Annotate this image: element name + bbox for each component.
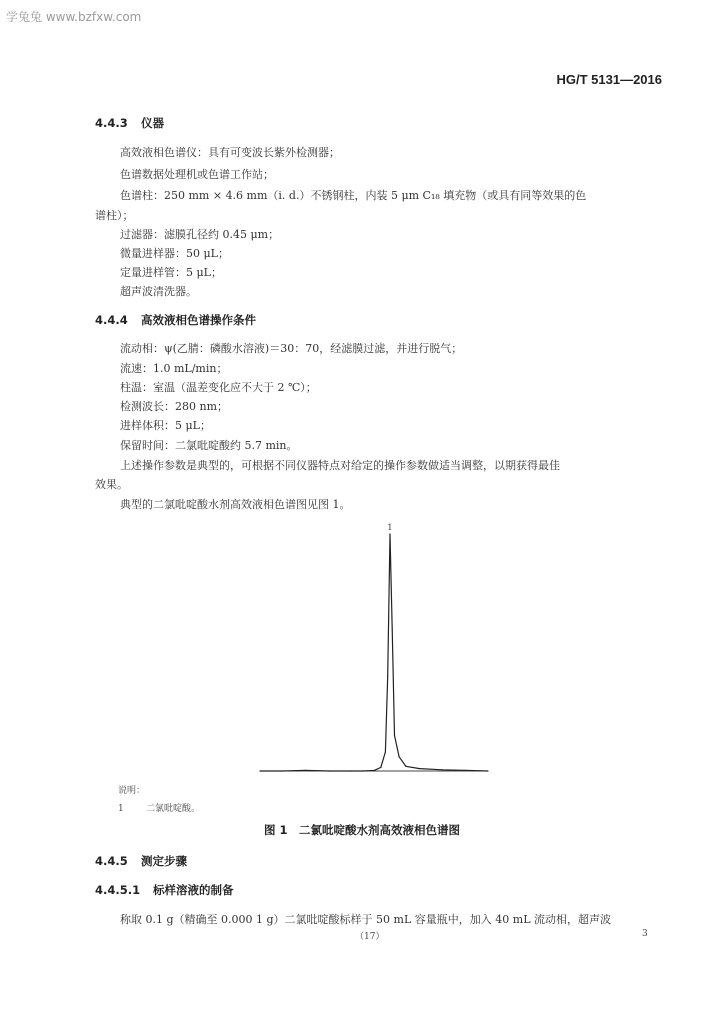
- chart-data-point: [465, 770, 466, 771]
- chart-data-point: [282, 770, 283, 771]
- chart-data-point: [389, 533, 390, 534]
- page-number: 3: [642, 929, 648, 939]
- paragraph-line: 效果。: [95, 478, 128, 491]
- chart-data-point: [373, 770, 374, 771]
- paragraph-line: 上述操作参数是典型的，可根据不同仪器特点对给定的操作参数做适当调整，以期获得最佳: [120, 459, 560, 472]
- paragraph-line: 称取 0.1 g（精确至 0.000 1 g）二氯吡啶酸标样于 50 mL 容量瓶中，加入 40 mL 流动相，超声波: [120, 913, 611, 926]
- section-title: 标样溶液的制备: [153, 883, 234, 897]
- paragraph-line: 色谱数据处理机或色谱工作站；: [120, 168, 274, 181]
- chromatogram-trace: [260, 534, 488, 771]
- chart-data-point: [392, 628, 393, 629]
- chart-data-point: [385, 751, 386, 752]
- paragraph-line: 柱温：室温（温差变化应不大于 2 ℃）；: [120, 381, 317, 394]
- chart-data-point: [362, 770, 363, 771]
- paragraph-line: 过滤器：滤膜孔径约 0.45 μm；: [120, 228, 280, 241]
- paragraph-line: 高效液相色谱仪：具有可变波长紫外检测器；: [120, 146, 340, 159]
- chart-data-point: [380, 767, 381, 768]
- paragraph-line: 微量进样器：50 μL；: [120, 247, 229, 260]
- chart-data-point: [387, 676, 388, 677]
- paragraph-line: 典型的二氯吡啶酸水剂高效液相色谱图见图 1。: [120, 498, 351, 511]
- paragraph-line: 流动相：ψ(乙腈：磷酸水溶液)＝30：70，经滤膜过滤，并进行脱气；: [120, 342, 463, 355]
- footer-sequence-number: （17）: [355, 932, 385, 942]
- section-number: 4.4.5: [95, 854, 128, 868]
- section-heading-4-4-4: [95, 312, 256, 328]
- legend-heading: 说明：: [118, 786, 146, 796]
- section-number: 4.4.3: [95, 116, 128, 130]
- chart-data-point: [442, 769, 443, 770]
- chart-data-point: [405, 766, 406, 767]
- section-heading-4-4-3: [95, 115, 164, 131]
- legend-item-id: 1: [118, 804, 124, 814]
- paragraph-line: 流速：1.0 mL/min；: [120, 362, 228, 375]
- chart-data-point: [398, 756, 399, 757]
- watermark-text: 学兔兔 www.bzfxw.com: [6, 10, 142, 24]
- figure-caption: 图 1 二氯吡啶酸水剂高效液相色谱图: [263, 823, 460, 837]
- paragraph-line: 超声波清洗器。: [120, 285, 197, 298]
- section-number: 4.4.5.1: [95, 883, 141, 897]
- legend-item-text: 二氯吡啶酸。: [146, 804, 201, 814]
- chart-data-point: [351, 770, 352, 771]
- paragraph-line: 谱柱）；: [95, 209, 134, 222]
- chromatogram-chart: [256, 520, 492, 776]
- chart-data-point: [394, 735, 395, 736]
- section-title: 仪器: [141, 116, 164, 130]
- chart-data-point: [328, 770, 329, 771]
- section-title: 测定步骤: [141, 854, 187, 868]
- chart-data-point: [487, 770, 488, 771]
- section-number: 4.4.4: [95, 313, 128, 327]
- standard-code-header: HG/T 5131—2016: [556, 72, 662, 87]
- legend-item: [118, 801, 200, 814]
- chart-data-point: [419, 768, 420, 769]
- paragraph-line: 保留时间：二氯吡啶酸约 5.7 min。: [120, 439, 298, 452]
- chart-data-point: [259, 770, 260, 771]
- section-heading-4-4-5: [95, 853, 187, 869]
- paragraph-line: 进样体积：5 μL；: [120, 419, 211, 432]
- section-heading-4-4-5-1: [95, 882, 234, 898]
- section-title: 高效液相色谱操作条件: [141, 313, 256, 327]
- paragraph-line: 定量进样管：5 μL；: [120, 266, 222, 279]
- chart-data-point: [305, 770, 306, 771]
- peak-label: 1: [387, 523, 393, 532]
- paragraph-line: 检测波长：280 nm；: [120, 400, 229, 413]
- paragraph-line: 色谱柱：250 mm × 4.6 mm（i. d.）不锈钢柱，内装 5 μm C₁₈ 填充物（或具有同等效果的色: [120, 189, 587, 202]
